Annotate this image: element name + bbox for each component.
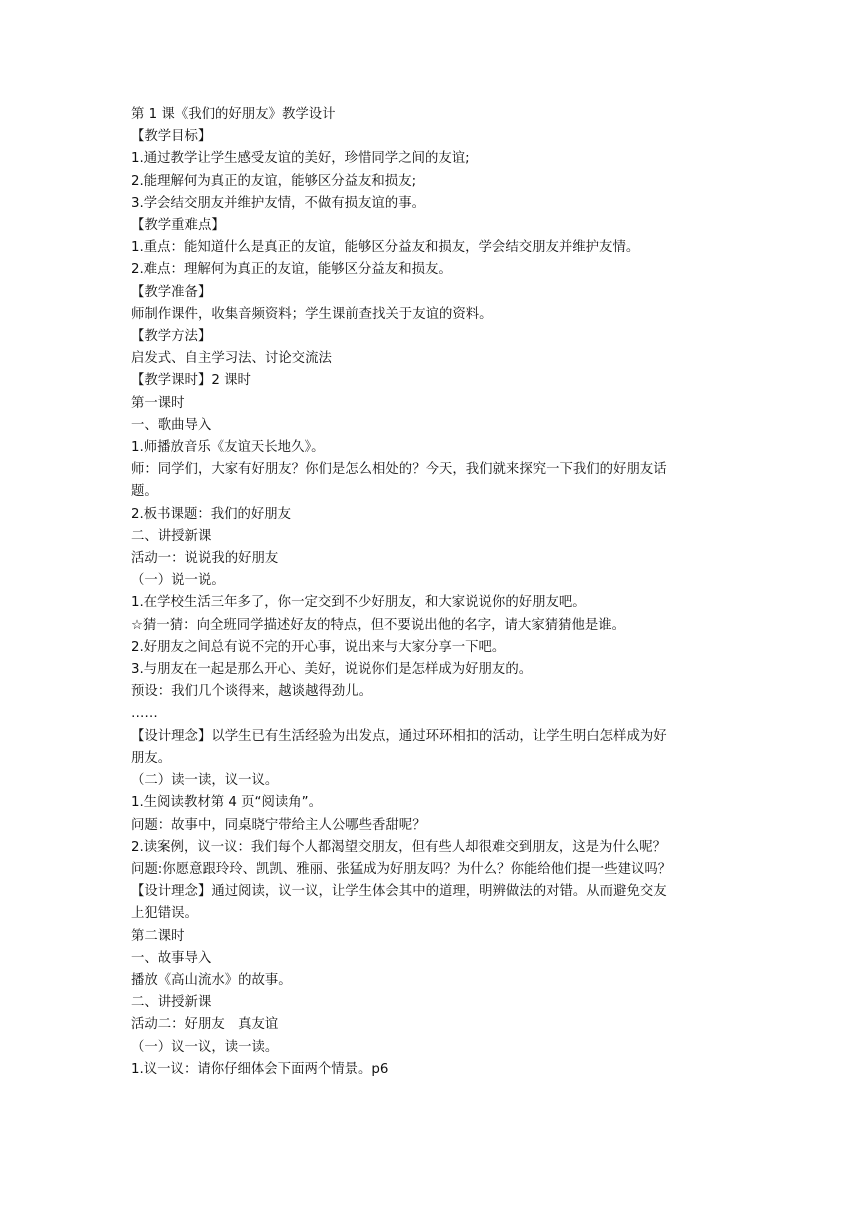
text-line: 【设计理念】以学生已有生活经验为出发点，通过环环相扣的活动，让学生明白怎样成为好 — [131, 728, 667, 744]
text-line: 2.难点：理解何为真正的友谊，能够区分益友和损友。 — [131, 262, 452, 278]
text-line: 二、讲授新课 — [131, 995, 212, 1011]
text-line: 1.在学校生活三年多了，你一定交到不少好朋友，和大家说说你的好朋友吧。 — [131, 595, 586, 611]
text-line: 1.生阅读教材第 4 页“阅读角”。 — [131, 795, 322, 811]
text-line: 活动二：好朋友 真友谊 — [131, 1017, 279, 1033]
text-line: （一）议一议，读一读。 — [131, 1039, 279, 1055]
document-title: 第 1 课《我们的好朋友》教学设计 — [131, 107, 336, 122]
text-line: 二、讲授新课 — [131, 528, 212, 544]
text-line: 【教学准备】 — [131, 284, 212, 300]
text-line: 2.板书课题：我们的好朋友 — [131, 506, 292, 522]
text-line: …… — [131, 706, 158, 722]
text-line: 3.与朋友在一起是那么开心、美好，说说你们是怎样成为好朋友的。 — [131, 662, 533, 678]
document-lines — [131, 126, 736, 1081]
text-line: 【教学重难点】 — [131, 218, 225, 234]
text-line: 1.师播放音乐《友谊天长地久》。 — [131, 440, 325, 456]
text-line: 上犯错误。 — [131, 906, 198, 922]
text-line: 1.通过教学让学生感受友谊的美好，珍惜同学之间的友谊; — [131, 151, 470, 167]
text-line: 播放《高山流水》的故事。 — [131, 972, 292, 988]
text-line: 预设：我们几个谈得来，越谈越得劲儿。 — [131, 684, 373, 700]
text-line: 2.读案例，议一议：我们每个人都渴望交朋友，但有些人却很难交到朋友，这是为什么呢？ — [131, 839, 667, 855]
text-line: 问题:你愿意跟玲玲、凯凯、雅丽、张猛成为好朋友吗？为什么？你能给他们提一些建议吗？ — [131, 861, 672, 877]
text-line: （一）说一说。 — [131, 573, 225, 589]
text-line: 2.能理解何为真正的友谊，能够区分益友和损友; — [131, 173, 417, 189]
text-line: 问题：故事中，同桌晓宁带给主人公哪些香甜呢？ — [131, 817, 426, 833]
text-line: 【教学方法】 — [131, 329, 212, 345]
text-line: （二）读一读，议一议。 — [131, 773, 279, 789]
text-line: 3.学会结交朋友并维护友情，不做有损友谊的事。 — [131, 195, 425, 211]
text-line: 师制作课件，收集音频资料；学生课前查找关于友谊的资料。 — [131, 306, 493, 322]
text-line: 【教学目标】 — [131, 129, 212, 145]
text-line: 朋友。 — [131, 750, 172, 766]
text-line: 【设计理念】通过阅读，议一议，让学生体会其中的道理，明辨做法的对错。从而避免交友 — [131, 884, 667, 900]
text-line: 第一课时 — [131, 395, 185, 411]
text-line: 2.好朋友之间总有说不完的开心事，说出来与大家分享一下吧。 — [131, 639, 506, 655]
text-line: ☆猜一猜：向全班同学描述好友的特点，但不要说出他的名字，请大家猜猜他是谁。 — [131, 617, 626, 633]
text-line: 1.议一议：请你仔细体会下面两个情景。p6 — [131, 1061, 389, 1077]
text-line: 活动一：说说我的好朋友 — [131, 551, 279, 567]
text-line: 师：同学们，大家有好朋友？你们是怎么相处的？今天，我们就来探究一下我们的好朋友话 — [131, 462, 667, 478]
document-body — [131, 104, 736, 1081]
text-line: 一、故事导入 — [131, 950, 212, 966]
text-line: 一、歌曲导入 — [131, 417, 212, 433]
text-line: 启发式、自主学习法、讨论交流法 — [131, 351, 332, 367]
text-line: 1.重点：能知道什么是真正的友谊，能够区分益友和损友，学会结交朋友并维护友情。 — [131, 240, 640, 256]
text-line: 题。 — [131, 484, 158, 500]
text-line: 【教学课时】2 课时 — [131, 373, 251, 389]
text-line: 第二课时 — [131, 928, 185, 944]
